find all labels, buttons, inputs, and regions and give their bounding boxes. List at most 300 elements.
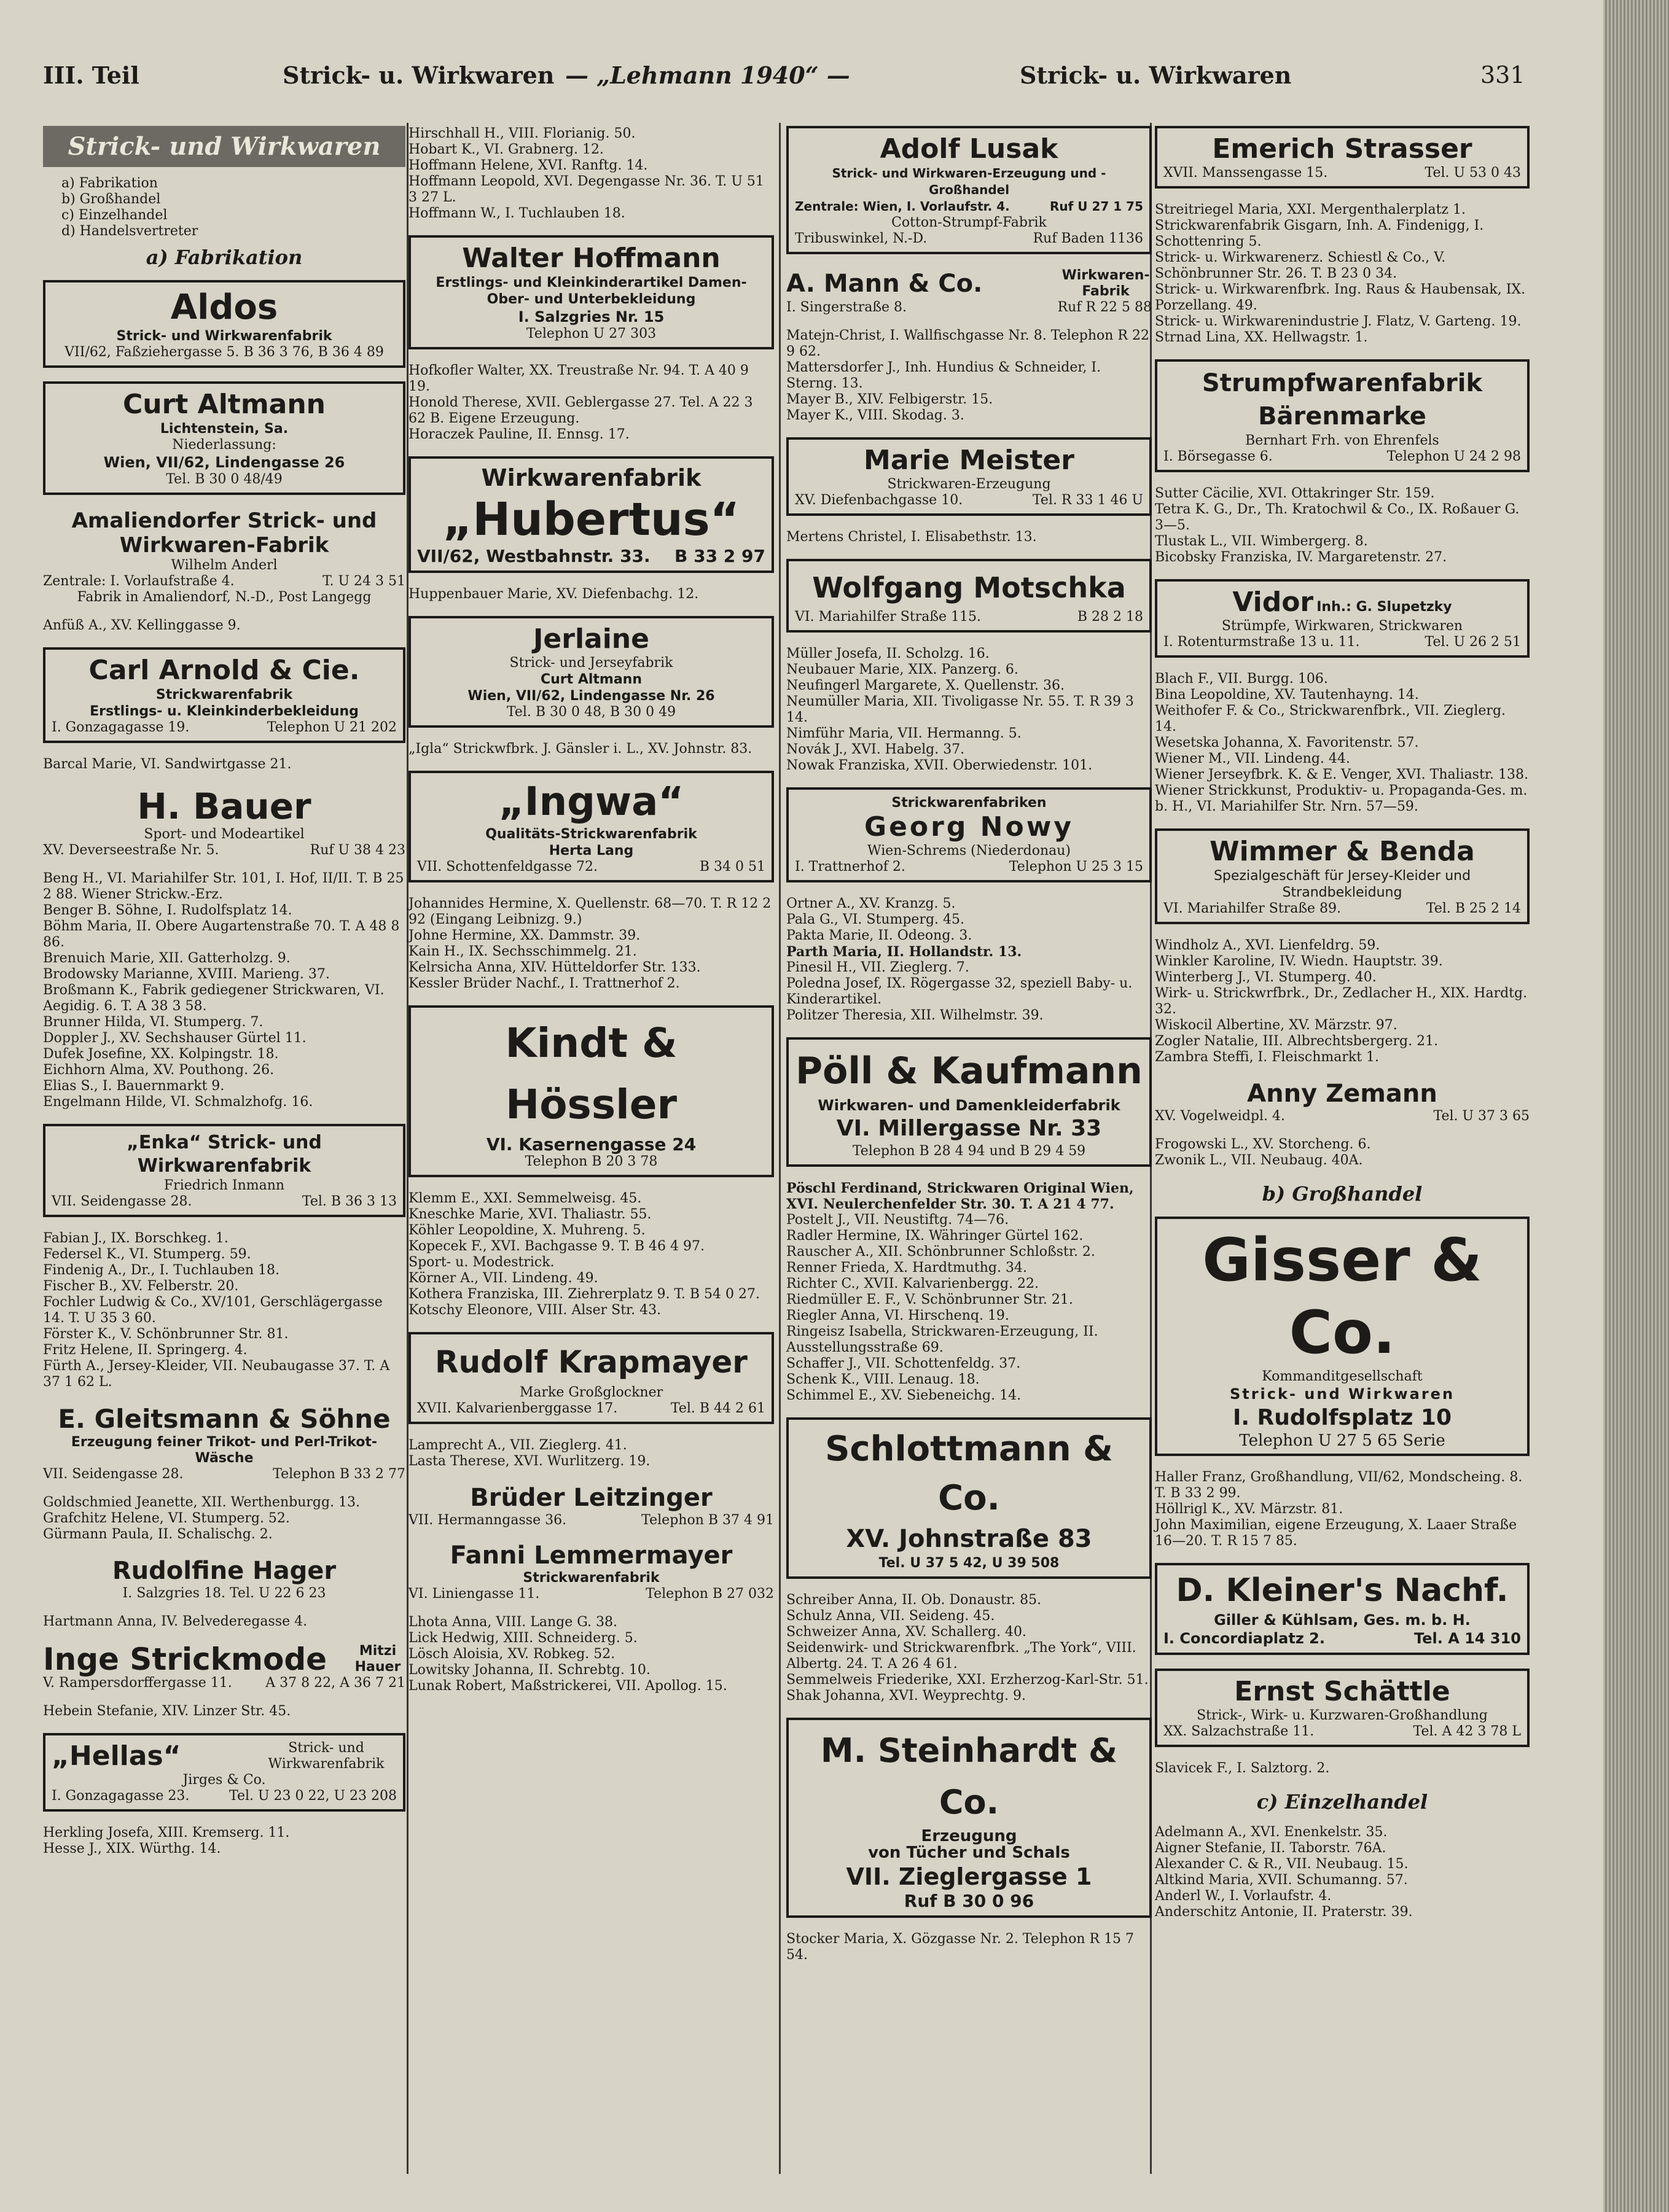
ad-address: VII. Zieglergasse 1 [846,1863,1092,1890]
ad-address: XVII. Manssengasse 15. [1163,165,1328,181]
ad-subtitle: Strick- und Wirkwarenfabrik [116,329,332,344]
ad-address: XV. Diefenbachgasse 10. [795,493,963,508]
listing-entry: Herkling Josefa, XIII. Kremserg. 11. [43,1825,290,1840]
listing-group [786,1180,1152,1404]
listing-entry: Mattersdorfer J., Inh. Hundius & Schneider, I. Sterng. 13. [786,360,1101,391]
ad-name: Carl Arnold & Cie. [88,655,360,686]
listing-entry: Brodowsky Marianne, XVIII. Marieng. 37. [43,967,330,982]
ad-owner: Herta Lang [549,843,634,859]
listing-entry: Shak Johanna, XVI. Weyprechtg. 9. [786,1688,1026,1704]
listing-entry: Novák J., XVI. Habelg. 37. [786,742,965,757]
ad-anny-zemann [1155,1079,1530,1124]
column-3 [786,126,1152,1977]
listing-group [408,741,774,757]
listing-entry: Ortner A., XV. Kranzg. 5. [786,896,956,911]
ad-subtitle: Strickwaren-Erzeugung [887,477,1051,492]
ad-address: I. Rotenturmstraße 13 u. 11. [1163,634,1360,650]
listing-entry: Lamprecht A., VII. Zieglerg. 41. [408,1438,627,1453]
listing-entry: Schreiber Anna, II. Ob. Donaustr. 85. [786,1592,1042,1608]
ad-name: Rudolfine Hager [112,1557,337,1585]
ad-factory: Fabrik in Amaliendorf, N.-D., Post Langegg [77,590,372,605]
ad-phone: Tel. B 44 2 61 [670,1401,765,1416]
listing-entry: Grafchitz Helene, VI. Stumperg. 52. [43,1511,290,1526]
ad-subtitle: Qualitäts-Strickwarenfabrik [485,827,697,842]
ad-schlottmann [786,1417,1152,1579]
section-label: III. Teil [43,61,139,89]
listing-group [408,896,774,992]
listing-entry: Hobart K., VI. Grabnerg. 12. [408,142,604,157]
ad-aldos [43,280,405,368]
listing-entry: Müller Josefa, II. Scholzg. 16. [786,646,990,661]
listing-entry: Politzer Theresia, XII. Wilhelmstr. 39. [786,1008,1044,1023]
ad-phone: Tel. U 26 2 51 [1425,634,1521,650]
listing-entry: Pinesil H., VII. Zieglerg. 7. [786,960,969,975]
ad-phone: B 28 2 18 [1077,609,1143,625]
listing-group [1155,938,1530,1065]
listing-entry: Hartmann Anna, IV. Belvederegasse 4. [43,1614,308,1629]
ad-address: XX. Salzachstraße 11. [1163,1724,1315,1739]
listing-entry: Wiener Jerseyfbrk. K. & E. Venger, XVI. Thaliastr. 138. [1155,767,1528,782]
ad-phone: Ruf U 27 1 75 [1049,199,1143,214]
ad-pretitle: Strickwarenfabriken [891,795,1047,811]
listing-entry: Fritz Helene, II. Springerg. 4. [43,1342,248,1358]
ad-d-kleiner [1155,1563,1530,1655]
ad-address: XVII. Kalvarienberggasse 17. [417,1401,618,1416]
ad-address: Tribuswinkel, N.-D. [795,231,928,246]
ad-ernst-schaettle [1155,1669,1530,1747]
ad-phone: Tel. U 53 0 43 [1425,165,1521,181]
ad-phone: Ruf Baden 1136 [1033,231,1143,246]
listing-entry: Höllrigl K., XV. Märzstr. 81. [1155,1501,1343,1517]
ad-name: Brüder Leitzinger [470,1484,713,1512]
listing-entry: Zogler Natalie, III. Albrechtsbergerg. 21. [1155,1034,1439,1049]
listing-entry: Goldschmied Jeanette, XII. Werthenburgg. 13. [43,1495,361,1510]
ad-walter-hoffmann [408,235,774,349]
ad-phone: Tel. B 36 3 13 [302,1194,397,1209]
ad-name: Emerich Strasser [1212,133,1472,165]
listing-entry: Kessler Brüder Nachf., I. Trattnerhof 2. [408,976,680,991]
ad-name: Wimmer & Benda [1210,836,1475,867]
ad-h-bauer [43,786,405,859]
ad-name: Amaliendorfer Strick- und Wirkwaren-Fabrik [71,508,377,558]
listing-entry: Parth Maria, II. Hollandstr. 13. [786,944,1022,960]
ad-phone: B 33 2 97 [674,546,765,566]
listing-group [786,646,1152,774]
listing-entry: Wirk- u. Strickwrfbrk., Dr., Zedlacher H., XIX. Hardtg. 32. [1155,986,1528,1017]
listing-entry: Stocker Maria, X. Gözgasse Nr. 2. Telephon R 15 7 54. [786,1931,1135,1963]
ad-subtitle: Strick- und Wirkwarenfabrik [268,1740,385,1772]
listing-entry: Ringeisz Isabella, Strickwaren-Erzeugung, II. Ausstellungsstraße 69. [786,1324,1098,1355]
ad-rudolf-krapmayer [408,1332,774,1424]
listing-entry: Aigner Stefanie, II. Taborstr. 76A. [1155,1840,1386,1856]
ad-owner: Mitzi Hauer [354,1643,401,1675]
ad-phone: Telephon B 28 4 94 und B 29 4 59 [852,1143,1086,1159]
listing-group [43,871,405,1110]
listing-entry: Förster K., V. Schönbrunner Str. 81. [43,1326,289,1342]
listing-entry: Mayer K., VIII. Skodag. 3. [786,408,964,423]
ad-address: VI. Mariahilfer Straße 115. [795,609,982,625]
ad-phone: Ruf B 30 0 96 [904,1891,1034,1911]
ad-name: M. Steinhardt & Co. [820,1731,1118,1821]
ad-phone: Telephon B 27 032 [646,1586,774,1602]
listing-entry: Lick Hedwig, XIII. Schneiderg. 5. [408,1630,638,1646]
ad-phone: Tel. R 33 1 46 U [1032,493,1143,508]
listing-entry: Anderschitz Antonie, II. Praterstr. 39. [1155,1904,1413,1920]
listing-entry: Sutter Cäcilie, XVI. Ottakringer Str. 159. [1155,486,1435,501]
ad-name: Inge Strickmode [43,1641,327,1677]
ad-phone: Ruf U 38 4 23 [310,843,405,858]
ad-subtitle: Wirkwaren- und Damenkleiderfabrik [818,1097,1120,1114]
ad-baerenmarke [1155,359,1530,472]
listing-entry: Renner Frieda, X. Hardtmuthg. 34. [786,1260,1027,1275]
ad-address: VII/62, Faßziehergasse 5. [64,345,240,360]
listing-group [43,1614,405,1630]
listing-entry: Lasta Therese, XVI. Wurlitzerg. 19. [408,1454,651,1469]
listing-entry: Kopecek F., XVI. Bachgasse 9. T. B 46 4 97. [408,1239,705,1254]
listing-entry: Federsel K., VI. Stumperg. 59. [43,1247,251,1262]
listing-entry: Wiskocil Albertine, XV. Märzstr. 97. [1155,1018,1397,1033]
ad-brueder-leitzinger [408,1483,774,1529]
listing-entry: Horaczek Pauline, II. Ennsg. 17. [408,427,630,442]
ad-subtitle: Strick- und Jerseyfabrik [509,655,673,671]
ad-address: V. Rampersdorffergasse 11. [43,1675,232,1691]
listing-entry: Brunner Hilda, VI. Stumperg. 7. [43,1014,264,1030]
listing-entry: Nowak Franziska, XVII. Oberwiedenstr. 101. [786,758,1093,773]
ad-phone: Tel. B 25 2 14 [1426,901,1521,916]
ad-name: A. Mann & Co. [786,270,983,298]
ad-address: Zentrale: I. Vorlaufstraße 4. [43,574,235,589]
ad-phone: Tel. A 14 310 [1414,1630,1521,1647]
ad-subtitle: Strick-, Wirk- u. Kurzwaren-Großhandlung [1197,1708,1488,1723]
listing-entry: Haller Franz, Großhandlung, VII/62, Mondscheing. 8. T. B 33 2 99. [1155,1470,1523,1501]
ad-gleitsmann [43,1404,405,1482]
ad-subtitle: Erzeugung feiner Trikot- und Perl-Trikot-Wäsche [71,1435,378,1466]
listing-entry: Eichhorn Alma, XV. Pouthong. 26. [43,1062,275,1078]
listing-entry: Radler Hermine, IX. Währinger Gürtel 162. [786,1228,1084,1244]
listing-group [1155,1470,1530,1549]
category-heading: Strick- und Wirkwaren [43,126,405,167]
ad-name: Anny Zemann [1247,1080,1437,1108]
ad-georg-nowy [786,787,1152,882]
ad-phone: Tel. B 30 0 48, B 30 0 49 [506,704,676,720]
listing-entry: Neubauer Marie, XIX. Panzerg. 6. [786,662,1018,677]
listing-entry: Hoffmann Leopold, XVI. Degengasse Nr. 36. T. U 51 3 27 L. [408,174,764,205]
legend-item: b) Großhandel [61,192,161,207]
ad-pretitle: Wirkwarenfabrik [481,464,702,491]
listing-entry: „Igla“ Strickwfbrk. J. Gänsler i. L., XV. Johnstr. 83. [408,741,752,757]
listing-entry: Kelrsicha Anna, XIV. Hütteldorfer Str. 133. [408,960,701,975]
ad-name: Curt Altmann [122,389,326,420]
listing-entry: Pakta Marie, II. Odeong. 3. [786,928,972,943]
ad-name: Ernst Schättle [1234,1676,1450,1707]
ad-name: Pöll & Kaufmann [795,1050,1143,1092]
ad-subtitle: von Tücher und Schals [868,1844,1070,1862]
listing-entry: Doppler J., XV. Sechshauser Gürtel 11. [43,1030,307,1046]
listing-group [408,126,774,222]
ad-address: Zentrale: Wien, I. Vorlaufstr. 4. [795,199,1010,214]
column-rule [779,123,781,2174]
listing-entry: Fischer B., XV. Felberstr. 20. [43,1279,239,1294]
listing-entry: Matejn-Christ, I. Wallfischgasse Nr. 8. Telephon R 22 9 62. [786,328,1149,359]
listing-group [1155,1137,1530,1169]
ad-address: I. Gonzagagasse 19. [52,720,190,735]
listing-entry: Nimführ Maria, VII. Hermanng. 5. [786,726,1022,741]
ad-name: „Hellas“ [52,1740,181,1772]
listing-entry: John Maximilian, eigene Erzeugung, X. Laaer Straße 16—20. T. R 15 7 85. [1155,1517,1517,1549]
column-2 [408,126,774,1708]
listing-group [1155,671,1530,815]
listing-entry: Brenuich Marie, XII. Gatterholzg. 9. [43,951,291,966]
listing-entry: Poledna Josef, IX. Rögergasse 32, speziell Baby- u. Kinderartikel. [786,976,1133,1007]
listing-entry: Zambra Steffi, I. Fleischmarkt 1. [1155,1050,1380,1065]
ad-line: Niederlassung: [172,437,276,453]
ad-name: Kindt & Hössler [505,1019,678,1128]
listing-entry: Strnad Lina, XX. Hellwagstr. 1. [1155,330,1368,345]
ad-name: Fanni Lemmermayer [450,1541,733,1570]
ad-subtitle: Wien-Schrems (Niederdonau) [867,843,1071,859]
listing-entry: Schenk K., VIII. Lenaug. 18. [786,1372,980,1387]
listing-entry: Blach F., VII. Burgg. 106. [1155,671,1328,687]
ad-name: D. Kleiner's Nachf. [1176,1572,1509,1609]
listing-entry: Anfüß A., XV. Kellinggasse 9. [43,618,241,633]
ad-emerich-strasser [1155,126,1530,189]
ad-curt-altmann [43,381,405,495]
ad-kindt-hoessler [408,1005,774,1177]
ad-name: Vidor [1232,586,1314,618]
ad-name: „Enka“ Strick- und Wirkwarenfabrik [127,1132,322,1177]
listing-entry: Hirschhall H., VIII. Florianig. 50. [408,126,636,141]
ad-address: VI. Mariahilfer Straße 89. [1163,901,1342,916]
ad-phone: Telephon U 21 202 [267,720,397,735]
listing-group [786,896,1152,1024]
ad-owner: Inh.: G. Slupetzky [1316,599,1452,615]
ad-owner: Wilhelm Anderl [171,558,278,573]
ad-phone: B 34 0 51 [699,859,765,874]
ad-phone: Tel. U 37 5 42, U 39 508 [878,1556,1060,1571]
ad-address: VII. Schottenfeldgasse 72. [417,859,598,874]
listing-group [408,1438,774,1470]
listing-group [786,328,1152,424]
listing-entry: Dufek Josefine, XX. Kolpingstr. 18. [43,1046,279,1062]
listing-entry: Winterberg J., VI. Stumperg. 40. [1155,970,1377,985]
ad-address: Wien, VII/62, Lindengasse Nr. 26 [467,688,715,704]
listing-entry: Böhm Maria, II. Obere Augartenstraße 70. T. A 48 8 86. [43,919,400,950]
listing-entry: Kotschy Eleonore, VIII. Alser Str. 43. [408,1303,662,1318]
listing-entry: Alexander C. & R., VII. Neubaug. 15. [1155,1856,1409,1872]
listing-entry: Winkler Karoline, IV. Wiedn. Hauptstr. 39. [1155,954,1443,969]
listing-group [1155,1825,1530,1920]
legend-item: c) Einzelhandel [61,208,168,223]
listing-entry: Lösch Aloisia, XV. Robkeg. 52. [408,1646,616,1662]
listing-entry: Huppenbauer Marie, XV. Diefenbachg. 12. [408,586,699,602]
ad-address: I. Singerstraße 8. [786,300,907,315]
listing-entry: Pala G., VI. Stumperg. 45. [786,912,965,927]
ad-phone: Tel. U 22 6 23 [229,1586,326,1601]
ad-owner: Bernhart Frh. von Ehrenfels [1245,433,1439,448]
section-heading: a) Fabrikation [146,246,303,269]
ad-subtitle: Strickwarenfabrik [155,687,293,703]
listing-entry: Strick- u. Wirkwarenindustrie J. Flatz, V. Garteng. 19. [1155,314,1522,329]
listing-entry: Johannides Hermine, X. Quellenstr. 68—70. T. R 12 2 92 (Eingang Leibnizg. 9.) [408,896,772,927]
ad-subtitle: Sport- und Modeartikel [144,827,305,842]
ad-subtitle: Erstlings- u. Kleinkinderbekleidung [90,704,359,719]
ad-enka [43,1124,405,1217]
ad-wolfgang-motschka [786,559,1152,633]
ad-phone: Telephon U 27 303 [526,326,657,341]
listing-entry: Körner A., VII. Lindeng. 49. [408,1271,598,1286]
listing-entry: Hoffmann W., I. Tuchlauben 18. [408,206,625,221]
ad-address: I. Salzgries 18. [122,1586,225,1601]
ad-address: VII. Seidengasse 28. [52,1194,192,1209]
ad-phone: B 36 3 76, B 36 4 89 [243,345,384,360]
ad-subtitle: Giller & Kühlsam, Ges. m. b. H. [1214,1611,1471,1629]
ad-wimmer-benda [1155,828,1530,924]
listing-entry: Wiener Strickkunst, Produktiv- u. Propaganda-Ges. m. b. H., VI. Mariahilfer Str. Nrn. 57—59. [1155,783,1528,814]
ad-address: XV. Johnstraße 83 [846,1525,1092,1553]
listing-entry: Lunak Robert, Maßstrickerei, VII. Apollog. 15. [408,1678,727,1694]
ad-phone: Tel. A 42 3 78 L [1413,1724,1521,1739]
listing-group [408,363,774,443]
ad-subtitle: Kommanditgesellschaft [1262,1369,1423,1384]
listing-group [786,1592,1152,1704]
category-legend [61,176,405,240]
ad-owner: Jirges & Co. [182,1772,266,1788]
listing-entry: Bicobsky Franziska, IV. Margaretenstr. 27. [1155,550,1447,565]
ad-phone: Tel. U 37 3 65 [1433,1108,1530,1124]
ad-owner: Curt Altmann [540,672,642,687]
listing-group [786,529,1152,545]
listing-entry: Richter C., XVII. Kalvarienbergg. 22. [786,1276,1039,1291]
ad-address: I. Salzgries Nr. 15 [518,308,665,325]
ad-subtitle: Strickwarenfabrik [523,1570,660,1586]
listing-entry: Johne Hermine, XX. Dammstr. 39. [408,928,641,943]
column-4 [1155,126,1530,1934]
ad-address: VII/62, Westbahnstr. 33. [417,546,651,566]
ad-fanni-lemmermayer [408,1541,774,1602]
ad-name: Walter Hoffmann [462,243,721,274]
ad-phone: Telephon U 25 3 15 [1009,859,1143,874]
listing-group [43,1495,405,1543]
ad-name: Jerlaine [533,623,649,655]
section-heading: c) Einzelhandel [1256,1790,1428,1813]
listing-entry: Fabian J., IX. Borschkeg. 1. [43,1231,229,1246]
ad-jerlaine [408,616,774,728]
ad-rudolfine-hager [43,1556,405,1602]
ad-name: Strumpfwarenfabrik Bärenmarke [1202,369,1483,430]
running-title-right: Strick- u. Wirkwaren [1020,61,1292,89]
ad-name: Adolf Lusak [880,133,1058,165]
listing-entry: Rauscher A., XII. Schönbrunner Schloßstr. 2. [786,1244,1095,1260]
ad-name: Georg Nowy [864,811,1074,843]
ad-address: Wien, VII/62, Lindengasse 26 [103,454,345,471]
listing-entry: Hesse J., XIX. Würthg. 14. [43,1841,221,1856]
ad-phone: Telephon B 37 4 91 [641,1513,774,1528]
listing-entry: Neumüller Maria, XII. Tivoligasse Nr. 55. T. R 39 3 14. [786,694,1134,725]
listing-group [408,586,774,602]
ad-gisser [1155,1217,1530,1456]
listing-entry: Neufingerl Margarete, X. Quellenstr. 36. [786,678,1065,693]
listing-entry: Hofkofler Walter, XX. Treustraße Nr. 94. T. A 40 9 19. [408,363,749,394]
listing-entry: Hebein Stefanie, XIV. Linzer Str. 45. [43,1704,291,1719]
ad-phone: Telephon U 24 2 98 [1386,449,1521,464]
ad-address: VII. Hermanngasse 36. [408,1513,567,1528]
page-header [43,61,1523,98]
legend-item: d) Handelsvertreter [61,224,198,239]
listing-entry: Postelt J., VII. Neustiftg. 74—76. [786,1212,1009,1228]
listing-entry: Wesetska Johanna, X. Favoritenstr. 57. [1155,735,1419,750]
ad-subtitle: Strick- und Wirkwaren [1229,1385,1455,1403]
listing-entry: Klemm E., XXI. Semmelweisg. 45. [408,1191,642,1206]
listing-entry: Streitriegel Maria, XXI. Mergenthalerplatz 1. [1155,202,1466,217]
ad-phone: Telephon B 20 3 78 [525,1154,658,1169]
listing-entry: Fürth A., Jersey-Kleider, VII. Neubaugasse 37. T. A 37 1 62 L. [43,1358,390,1390]
ad-address: XV. Deverseestraße Nr. 5. [43,843,219,858]
ad-adolf-lusak [786,126,1152,254]
listing-entry: Lhota Anna, VIII. Lange G. 38. [408,1614,618,1630]
listing-entry: Schweizer Anna, XV. Schallerg. 40. [786,1624,1026,1640]
section-heading: b) Großhandel [1262,1182,1423,1205]
listing-entry: Schimmel E., XV. Siebeneichg. 14. [786,1388,1022,1403]
ad-hubertus [408,456,774,573]
listing-entry: Wiener M., VII. Lindeng. 44. [1155,751,1350,766]
ad-address: I. Trattnerhof 2. [795,859,905,874]
listing-entry: Sport- u. Modestrick. [408,1255,555,1270]
ad-phone: Tel. U 23 0 22, U 23 208 [229,1788,397,1804]
ad-name: „Hubertus“ [442,493,740,546]
ad-hellas [43,1733,405,1812]
book-edge [1603,0,1669,2212]
ad-subtitle: Strümpfe, Wirkwaren, Strickwaren [1221,618,1463,634]
ad-line: Lichtenstein, Sa. [160,421,289,437]
ad-subtitle: Marke Großglockner [519,1385,663,1400]
listing-entry: Beng H., VI. Mariahilfer Str. 101, I. Hof, II/II. T. B 25 2 88. Wiener Strickw.-Erz. [43,871,404,902]
listing-group [408,1614,774,1694]
ad-name: Aldos [170,287,278,327]
ad-amaliendorfer [43,508,405,606]
ad-address: I. Rudolfsplatz 10 [1232,1405,1452,1430]
listing-group [1155,202,1530,346]
listing-entry: Adelmann A., XVI. Enenkelstr. 35. [1155,1825,1388,1840]
ad-poell-kaufmann [786,1037,1152,1167]
ad-subtitle: Erzeugung [921,1827,1017,1845]
listing-entry: Fochler Ludwig & Co., XV/101, Gerschlägergasse 14. T. U 35 3 60. [43,1295,383,1326]
listing-entry: Kneschke Marie, XVI. Thaliastr. 55. [408,1207,652,1222]
listing-entry: Gürmann Paula, II. Schalischg. 2. [43,1527,273,1542]
listing-entry: Engelmann Hilde, VI. Schmalzhofg. 16. [43,1094,313,1110]
listing-entry: Honold Therese, XVII. Geblergasse 27. Tel. A 22 3 62 B. Eigene Erzeugung. [408,395,753,426]
ad-ingwa [408,771,774,882]
listing-entry: Barcal Marie, VI. Sandwirtgasse 21. [43,757,292,772]
page-number: 331 [1480,61,1525,88]
ad-address: VII. Seidengasse 28. [43,1466,184,1482]
running-title-left: Strick- u. Wirkwaren [283,61,555,89]
listing-group [786,1931,1152,1963]
listing-entry: Broßmann K., Fabrik gediegener Strickwaren, VI. Aegidig. 6. T. A 38 3 58. [43,983,385,1014]
ad-subtitle: Strick- und Wirkwaren-Erzeugung und -Großhandel [832,166,1106,197]
ad-name: Schlottmann & Co. [825,1429,1113,1518]
ad-name: E. Gleitsmann & Söhne [58,1404,391,1434]
listing-entry: Kothera Franziska, III. Ziehrerplatz 9. T. B 54 0 27. [408,1287,760,1302]
ad-inge-strickmode [43,1643,405,1691]
listing-entry: Tetra K. G., Dr., Th. Kratochwil & Co., IX. Roßauer G. 3—5. [1155,502,1520,533]
listing-entry: Kain H., IX. Sechsschimmelg. 21. [408,944,637,959]
listing-entry: Findenig A., Dr., I. Tuchlauben 18. [43,1263,280,1278]
listing-entry: Riedmüller E. F., V. Schönbrunner Str. 21. [786,1292,1073,1307]
listing-entry: Mayer B., XIV. Felbigerstr. 15. [786,392,993,407]
listing-group [43,1704,405,1719]
ad-phone: Telephon U 27 5 65 Serie [1239,1431,1445,1450]
ad-phone: A 37 8 22, A 36 7 21 [265,1675,405,1691]
